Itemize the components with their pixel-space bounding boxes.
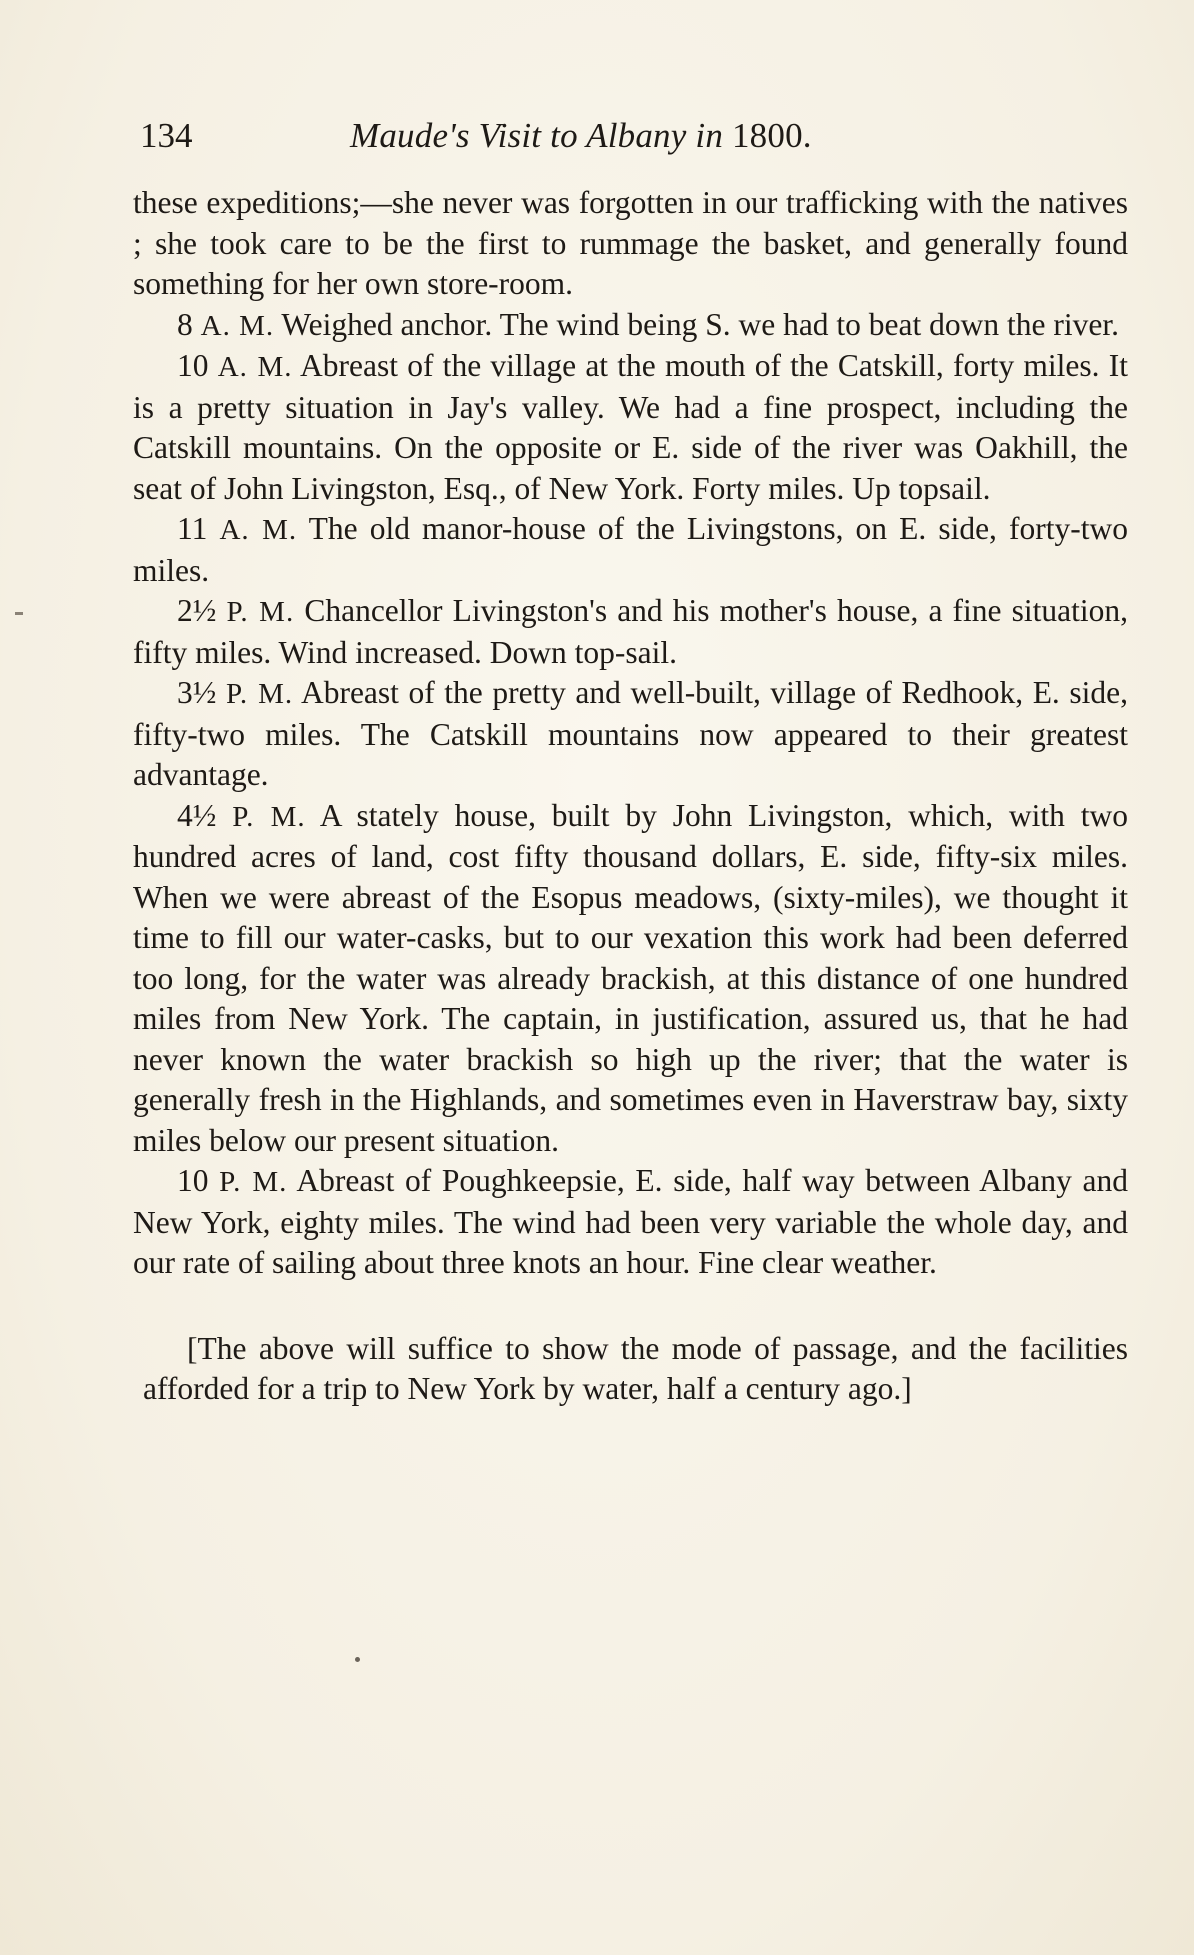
entry-text: A stately house, built by John Livingston, which, with two hundred acres of land, cost fifty thousand dollars, E. side, fifty-six miles. When we were abreast of the Esopus meadows, (sixty-miles), we thought it time to fill our water-casks, but to our vexation this work had been deferred too long, for the water was already brackish, at this distance of one hundred miles from New York. The captain, in justification, assured us, that he had never known the water brackish so high up the river; that the water is generally fresh in the Highlands, and sometimes even in Haverstraw bay, sixty miles below our present situation. <box>133 797 1128 1158</box>
entry-text: The old manor-house of the Livingstons, on E. side, forty-two miles. <box>133 511 1128 588</box>
log-entry <box>133 305 1128 347</box>
log-entry <box>133 796 1128 1162</box>
paragraph-text: these expeditions;—she never was forgotten in our trafficking with the natives ; she took care to be the first to rummage the basket, and generally found something for her own store-room. <box>133 185 1128 301</box>
paragraph-continuation <box>133 183 1128 305</box>
entry-meridiem: P. M. <box>225 678 294 710</box>
entry-meridiem: A. M. <box>219 514 298 546</box>
running-title-year: 1800. <box>731 116 812 155</box>
ink-dot <box>355 1657 360 1662</box>
entry-text: Abreast of the village at the mouth of the Catskill, forty miles. It is a pretty situation in Jay's valley. We had a fine prospect, including the Catskill mountains. On the opposite or E. side of the river was Oakhill, the seat of John Livingston, Esq., of New York. Forty miles. Up topsail. <box>133 348 1129 506</box>
entry-time: 10 <box>177 348 209 383</box>
log-entry <box>133 673 1128 796</box>
entry-time: 11 <box>177 511 208 546</box>
entry-meridiem: P. M. <box>232 800 306 833</box>
log-entry <box>133 509 1128 591</box>
log-entry <box>133 346 1128 509</box>
entry-meridiem: A. M. <box>200 309 275 342</box>
entry-meridiem: A. M. <box>217 351 293 383</box>
entry-text: Chancellor Livingston's and his mother's house, a fine situation, fifty miles. Wind increased. Down top-sail. <box>133 593 1129 670</box>
page-number: 134 <box>140 116 193 155</box>
closing-note: [The above will suffice to show the mode of passage, and the facilities afforded for a trip to New York by water, half a century ago.] <box>143 1330 1128 1406</box>
page-header <box>140 112 1130 160</box>
entry-meridiem: P. M. <box>219 1166 288 1198</box>
entry-text: Weighed anchor. The wind being S. we had to beat down the river. <box>281 306 1119 342</box>
log-entry <box>133 1161 1128 1284</box>
entry-time: 4½ <box>177 797 217 833</box>
entry-time: 8 <box>177 306 193 342</box>
margin-mark <box>15 612 23 615</box>
entry-time: 10 <box>177 1163 209 1198</box>
entry-meridiem: P. M. <box>226 596 295 628</box>
entry-time: 2½ <box>177 593 217 628</box>
running-title-text: Maude's Visit to Albany in <box>350 116 724 155</box>
log-entry <box>133 591 1128 673</box>
page-body <box>133 183 1128 1410</box>
entry-time: 3½ <box>177 675 217 710</box>
entry-text: Abreast of Poughkeepsie, E. side, half way between Albany and New York, eighty miles. The wind had been very variable the whole day, and our rate of sailing about three knots an hour. Fine clear weather. <box>133 1163 1129 1280</box>
entry-text: Abreast of the pretty and well-built, village of Redhook, E. side, fifty-two miles. The Catskill mountains now appeared to their greatest advantage. <box>133 675 1128 792</box>
running-title <box>350 112 812 160</box>
